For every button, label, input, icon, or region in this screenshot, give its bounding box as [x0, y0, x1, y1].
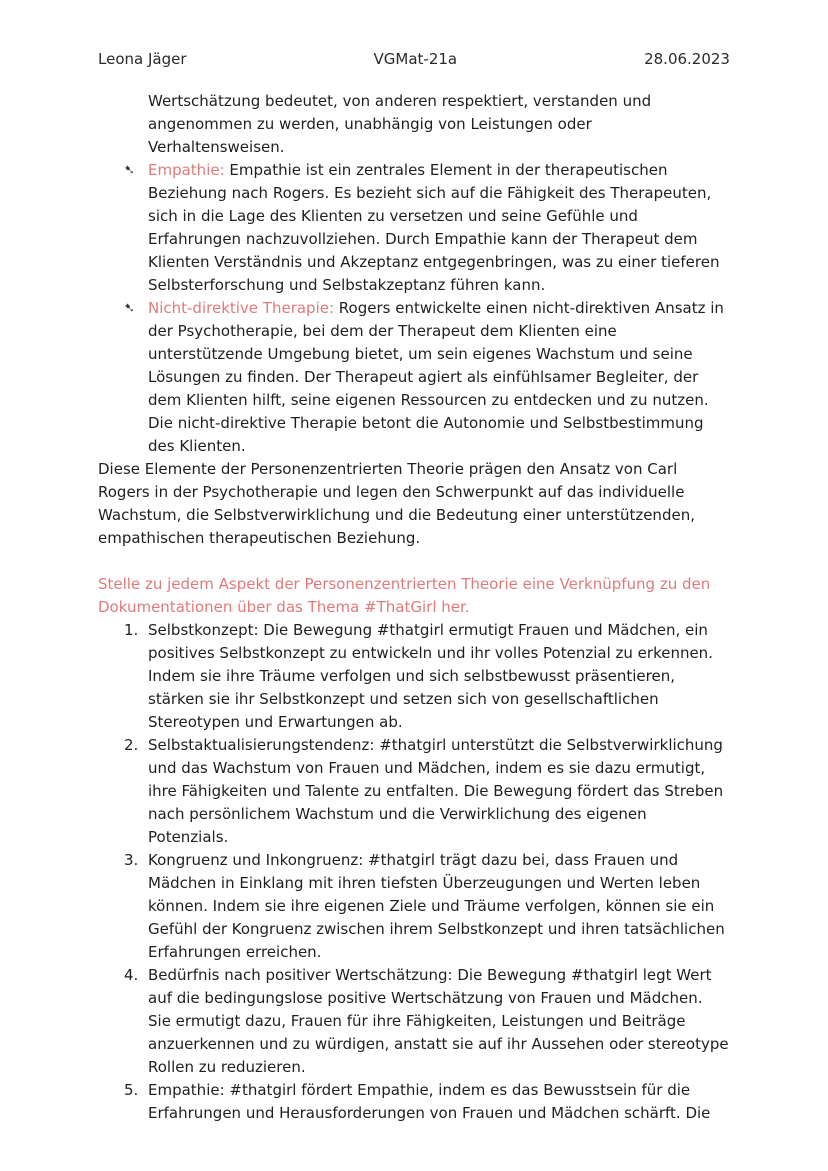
intro-paragraph: Wertschätzung bedeutet, von anderen respektiert, verstanden und angenommen zu werden, unabhängig von Leistungen oder Verhaltensweisen.	[148, 92, 652, 156]
arrow-bullet-icon: ➷	[124, 301, 135, 316]
list-number: 1.	[124, 621, 139, 639]
list-item-text: Selbstaktualisierungstendenz: #thatgirl unterstützt die Selbstverwirklichung und das Wachstum von Frauen und Mädchen, indem es sie dazu ermutigt, ihre Fähigkeiten und Talente zu entfalten. Die Bewegung fördert das Streben nach persönlichem Wachstum und die Verwirklichung des eigenen Potenzials.	[148, 736, 724, 846]
list-number: 2.	[124, 736, 139, 754]
list-item	[98, 849, 730, 964]
summary-paragraph: Diese Elemente der Personenzentrierten Theorie prägen den Ansatz von Carl Rogers in der Psychotherapie und legen den Schwerpunkt auf das individuelle Wachstum, die Selbstverwirklichung und die Bedeutung einer unterstützenden, empathischen therapeutischen Beziehung.	[98, 460, 695, 547]
list-item-text: Empathie: #thatgirl fördert Empathie, indem es das Bewusstsein für die Erfahrungen und Herausforderungen von Frauen und Mädchen schärft. Die	[148, 1081, 711, 1122]
author-name: Leona Jäger	[98, 50, 187, 68]
page-header	[98, 50, 730, 70]
list-item	[98, 734, 730, 849]
bullet-term: Nicht-direktive Therapie:	[148, 299, 335, 317]
list-number: 5.	[124, 1081, 139, 1099]
list-item	[98, 964, 730, 1079]
list-item-text: Selbstkonzept: Die Bewegung #thatgirl ermutigt Frauen und Mädchen, ein positives Selbstkonzept zu entwickeln und ihr volles Potenzial zu erkennen. Indem sie ihre Träume verfolgen und sich selbstbewusst präsentieren, stärken sie ihr Selbstkonzept und setzen sich von gesellschaftlichen Stereotypen und Erwartungen ab.	[148, 621, 713, 731]
spacer	[98, 550, 730, 573]
list-item-text: Bedürfnis nach positiver Wertschätzung: Die Bewegung #thatgirl legt Wert auf die bedingungslose positive Wertschätzung von Frauen und Mädchen. Sie ermutigt dazu, Frauen für ihre Fähigkeiten, Leistungen und Beiträge anzuerkennen und zu würdigen, anstatt sie auf ihr Aussehen oder stereotype Rollen zu reduzieren.	[148, 966, 729, 1076]
list-item	[98, 1079, 730, 1125]
numbered-list	[98, 619, 730, 1125]
course-code: VGMat-21a	[373, 50, 458, 68]
question-heading: Stelle zu jedem Aspekt der Personenzentrierten Theorie eine Verknüpfung zu den Dokumentationen über das Thema #ThatGirl her.	[98, 575, 711, 616]
list-number: 3.	[124, 851, 139, 869]
bullet-item-nicht-direktive-therapie	[98, 297, 730, 458]
arrow-bullet-icon: ➷	[124, 163, 135, 178]
document-body	[98, 90, 730, 1125]
aspect-bullet-list	[98, 159, 730, 458]
bullet-item-empathie	[98, 159, 730, 297]
list-item	[98, 619, 730, 734]
bullet-text: Empathie ist ein zentrales Element in der therapeutischen Beziehung nach Rogers. Es bezieht sich auf die Fähigkeit des Therapeuten, sich in die Lage des Klienten zu versetzen und seine Gefühle und Erfahrungen nachzuvollziehen. Durch Empathie kann der Therapeut dem Klienten Verständnis und Akzeptanz entgegenbringen, was zu einer tieferen Selbsterforschung und Selbstakzeptanz führen kann.	[148, 161, 720, 294]
document-date: 28.06.2023	[644, 50, 730, 68]
list-number: 4.	[124, 966, 139, 984]
bullet-term: Empathie:	[148, 161, 225, 179]
bullet-text: Rogers entwickelte einen nicht-direktiven Ansatz in der Psychotherapie, bei dem der Therapeut dem Klienten eine unterstützende Umgebung bietet, um sein eigenes Wachstum und seine Lösungen zu finden. Der Therapeut agiert als einfühlsamer Begleiter, der dem Klienten hilft, seine eigenen Ressourcen zu entdecken und zu nutzen. Die nicht-direktive Therapie betont die Autonomie und Selbstbestimmung des Klienten.	[148, 299, 724, 455]
list-item-text: Kongruenz und Inkongruenz: #thatgirl trägt dazu bei, dass Frauen und Mädchen in Einklang mit ihren tiefsten Überzeugungen und Werten leben können. Indem sie ihre eigenen Ziele und Träume verfolgen, können sie ein Gefühl der Kongruenz zwischen ihrem Selbstkonzept und ihren tatsächlichen Erfahrungen erreichen.	[148, 851, 725, 961]
